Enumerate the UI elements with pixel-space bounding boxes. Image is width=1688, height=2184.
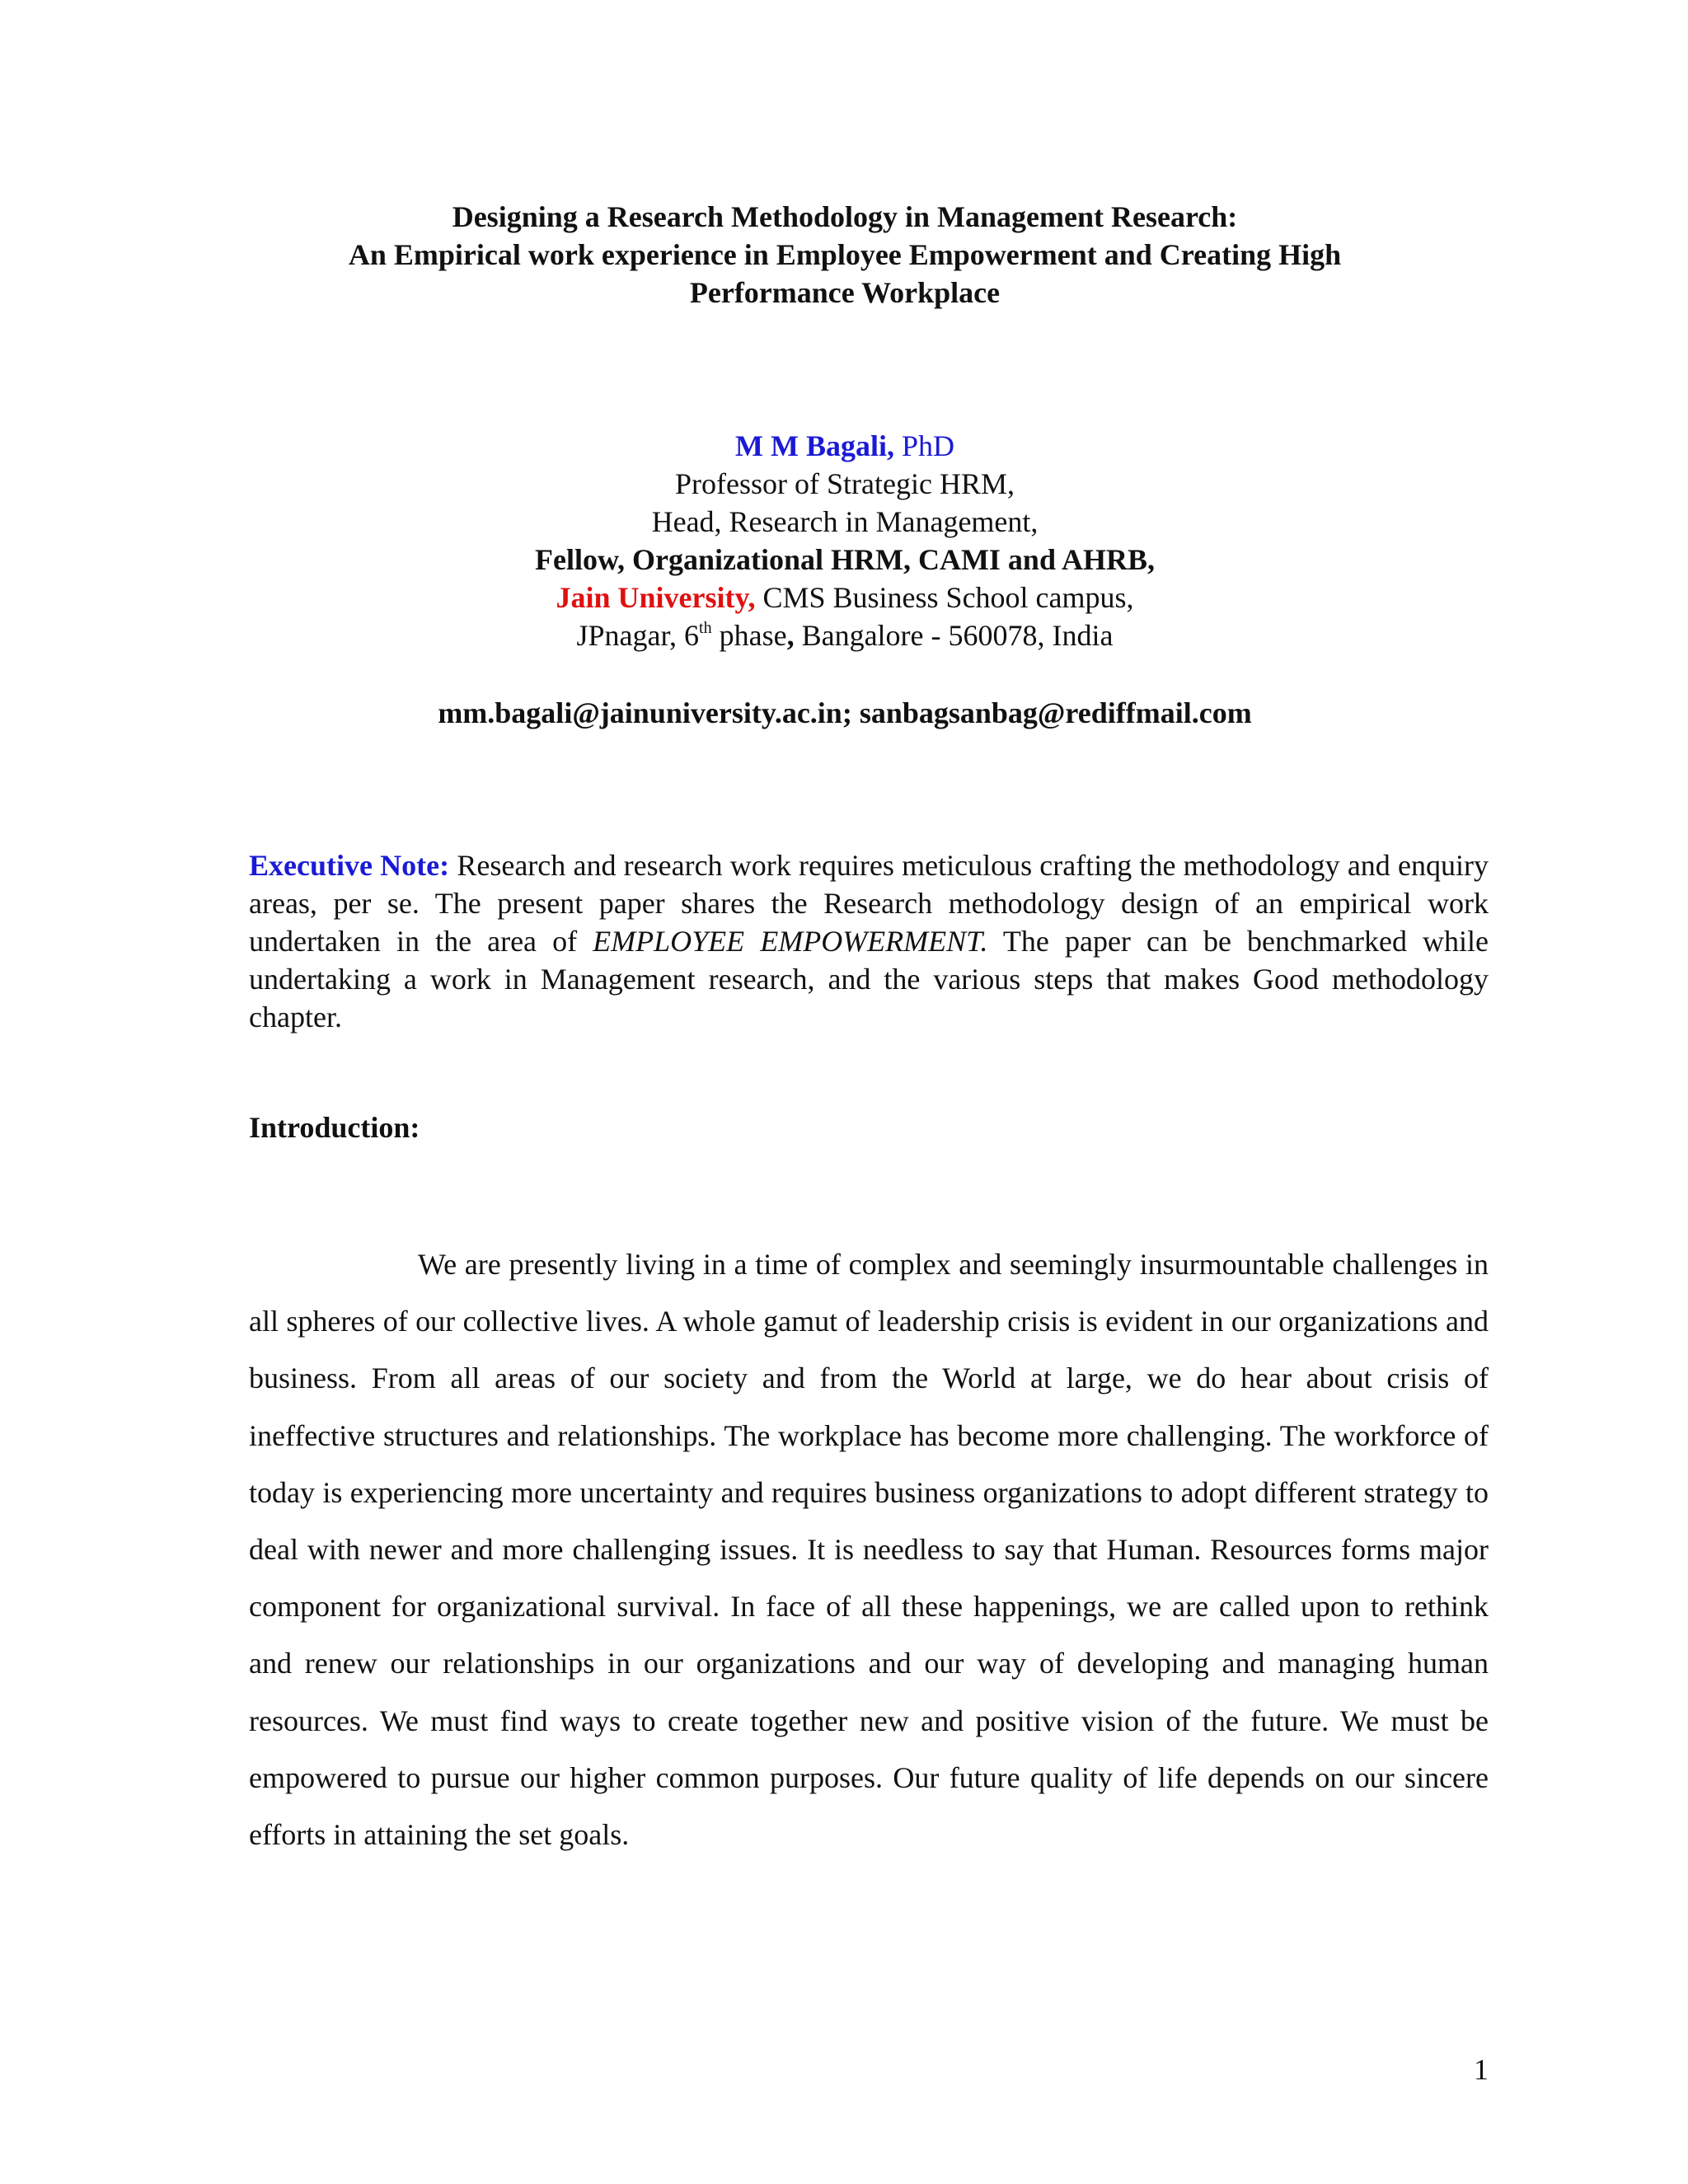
author-name-line	[247, 427, 1442, 465]
campus-name: CMS Business School campus,	[755, 581, 1134, 614]
executive-note-italic: EMPLOYEE EMPOWERMENT.	[593, 925, 988, 958]
title-line-3: Performance Workplace	[689, 276, 1001, 309]
introduction-heading: Introduction:	[249, 1111, 420, 1144]
page-number: 1	[1474, 2053, 1489, 2086]
executive-note-label: Executive Note:	[249, 849, 450, 882]
author-fellowship: Fellow, Organizational HRM, CAMI and AHRB,	[534, 543, 1155, 576]
author-block	[247, 427, 1442, 654]
address-prefix: JPnagar, 6	[576, 619, 700, 652]
title-line-2: An Empirical work experience in Employee Empowerment and Creating High	[348, 238, 1342, 271]
introduction-paragraph: We are presently living in a time of complex and seemingly insurmountable challenges in all spheres of our collective lives. A whole gamut of leadership crisis is evident in our organizations and business. From all areas of our society and from the World at large, we do hear about crisis of ineffective structures and relationships. The workplace has become more challenging. The workforce of today is experiencing more uncertainty and requires business organizations to adopt different strategy to deal with newer and more challenging issues. It is needless to say that Human. Resources forms major component for organizational survival. In face of all these happenings, we are called upon to rethink and renew our relationships in our organizations and our way of developing and managing human resources. We must find ways to create together new and positive vision of the future. We must be empowered to pursue our higher common purposes. Our future quality of life depends on our sincere efforts in attaining the set goals.	[249, 1248, 1489, 1852]
title-line-1: Designing a Research Methodology in Management Research:	[452, 200, 1238, 233]
executive-note-text-1: Research and research work requires meticulous crafting the methodology and enquiry areas, per se. The present paper shares the Research methodology design of an empirical work undertaken in the area of	[249, 849, 1489, 958]
author-degree: PhD	[893, 429, 954, 462]
address-phase: phase	[711, 619, 787, 652]
address-comma: ,	[786, 619, 795, 652]
address-suffix: Bangalore - 560078, India	[794, 619, 1114, 652]
executive-note-text-2: The paper can be benchmarked while undertaking a work in Management research, and the various steps that makes Good methodology chapter.	[249, 925, 1489, 1033]
paper-title	[247, 198, 1442, 312]
author-position-2: Head, Research in Management,	[651, 505, 1039, 538]
university-name: Jain University,	[556, 581, 756, 614]
executive-note	[249, 846, 1489, 1036]
author-name: M M Bagali,	[734, 429, 894, 462]
author-address-line	[247, 616, 1442, 654]
author-position-1: Professor of Strategic HRM,	[675, 467, 1015, 500]
author-emails: mm.bagali@jainuniversity.ac.in; sanbagsanbag@rediffmail.com	[438, 696, 1252, 729]
author-affiliation-line	[247, 579, 1442, 616]
address-superscript: th	[699, 619, 712, 637]
